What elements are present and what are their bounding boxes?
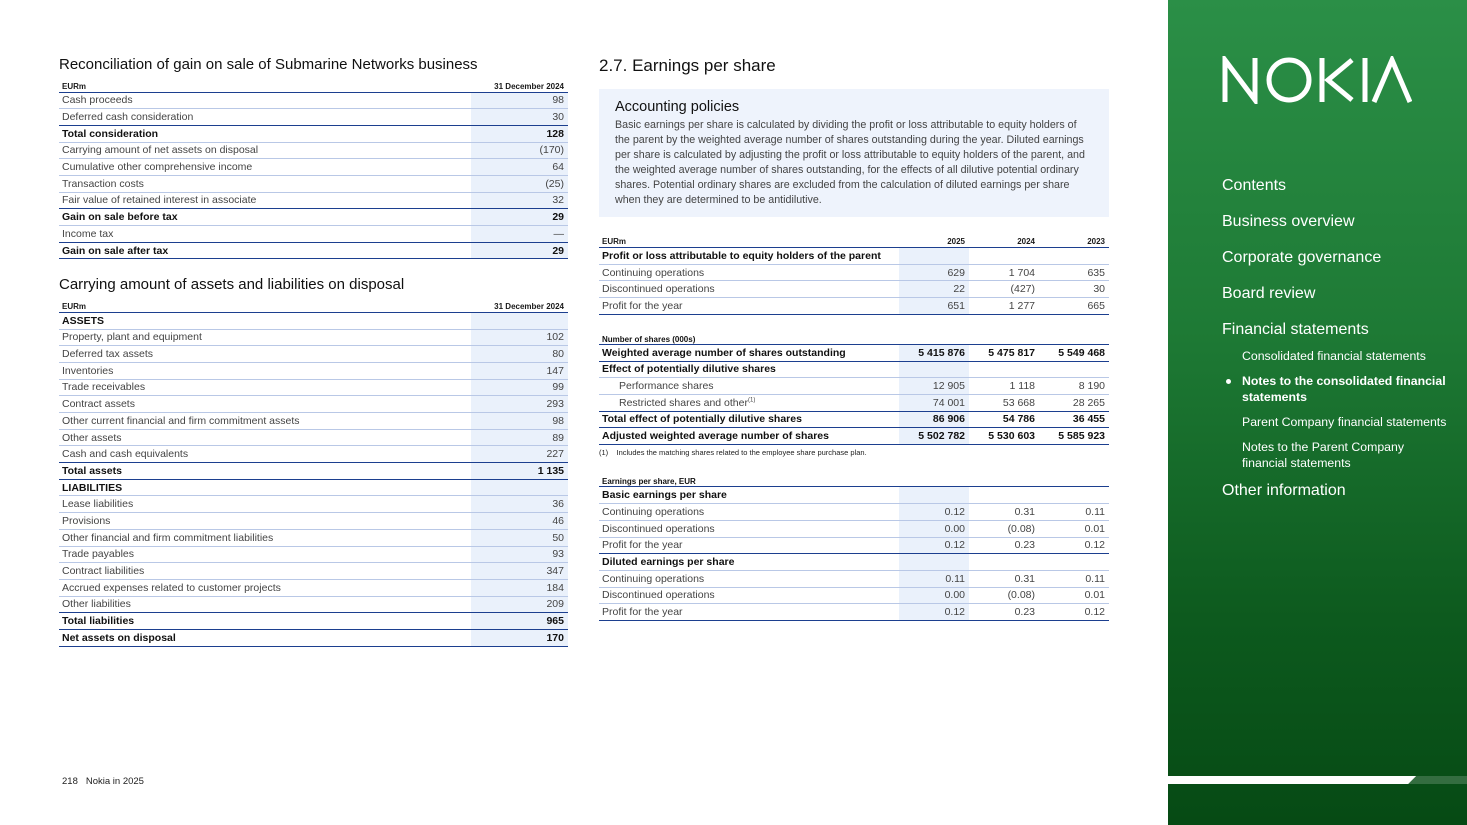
dilutive-header-row: Effect of potentially dilutive shares: [599, 361, 1109, 378]
document-name: Nokia in 2025: [85, 776, 144, 787]
year-2025: 2025: [899, 235, 969, 248]
nav-notes-consolidated[interactable]: Notes to the consolidated financial statements: [1222, 373, 1452, 405]
nav-financial-statements[interactable]: Financial statements: [1222, 321, 1369, 338]
footnote: (1) Includes the matching shares related to the employee share purchase plan.: [599, 447, 867, 457]
table-row: Profit for the year 651 1 277 665: [599, 298, 1109, 315]
basic-header-row: Basic earnings per share: [599, 487, 1109, 504]
year-2024: 2024: [969, 235, 1039, 248]
table-row: Other liabilities 209: [59, 596, 568, 613]
table-row: Carrying amount of net assets on disposal (170): [59, 142, 568, 159]
middle-column: [599, 56, 1109, 621]
table-row: Cumulative other comprehensive income 64: [59, 159, 568, 176]
table-row: Total assets 1 135: [59, 463, 568, 480]
carrying-col-date: 31 December 2024: [471, 299, 568, 312]
eps-table: [599, 235, 1109, 445]
eps-title: 2.7. Earnings per share: [599, 56, 776, 75]
table-row: Total liabilities 965: [59, 613, 568, 630]
sidebar-nav: [1222, 176, 1452, 517]
eps-per-share-table: [599, 471, 1109, 621]
table-row: Inventories 147: [59, 362, 568, 379]
nav-notes-parent-company[interactable]: Notes to the Parent Company financial statements: [1242, 440, 1404, 470]
nav-business-overview[interactable]: Business overview: [1222, 213, 1355, 230]
table-row: Accrued expenses related to customer projects 184: [59, 579, 568, 596]
financial-statements-submenu: [1222, 348, 1452, 471]
recon-col-date: 31 December 2024: [471, 79, 568, 92]
table-row: Total consideration 128: [59, 125, 568, 142]
nokia-logo[interactable]: [1222, 56, 1412, 104]
total-dilutive-row: Total effect of potentially dilutive shares 86 906 54 786 36 455: [599, 411, 1109, 428]
table-row: Other assets 89: [59, 429, 568, 446]
profit-header-row: Profit or loss attributable to equity holders of the parent: [599, 248, 1109, 265]
carrying-table: [59, 299, 568, 646]
table-row: Transaction costs (25): [59, 175, 568, 192]
weighted-row: Weighted average number of shares outstanding 5 415 876 5 475 817 5 549 468: [599, 344, 1109, 361]
table-row: Income tax —: [59, 226, 568, 243]
policy-title: Accounting policies: [615, 99, 740, 115]
document-progress-bar: [1168, 776, 1467, 784]
table-row: Discontinued operations 0.00 (0.08) 0.01: [599, 587, 1109, 604]
policy-text: Basic earnings per share is calculated by dividing the profit or loss attributable to equity holders of the parent by the weighted average number of shares outstanding during the year. Diluted earnings per share is calculated by adjusting the profit or loss attributable to equity holders of the parent, and the weighted average number of shares outstanding, for the effects of all dilutive potential ordinary shares. Potential ordinary shares are excluded from the calculation of diluted earnings per share when they are determined to be antidilutive.: [615, 119, 1085, 207]
table-row: Gain on sale before tax 29: [59, 209, 568, 226]
table-row: Property, plant and equipment 102: [59, 329, 568, 346]
table-row: Continuing operations 629 1 704 635: [599, 264, 1109, 281]
table-row: Cash and cash equivalents 227: [59, 446, 568, 463]
table-row: Provisions 46: [59, 513, 568, 530]
nav-board-review[interactable]: Board review: [1222, 285, 1316, 302]
table-row: Lease liabilities 36: [59, 496, 568, 513]
carrying-title: Carrying amount of assets and liabilities on disposal: [59, 276, 405, 294]
table-row: Trade payables 93: [59, 546, 568, 563]
diluted-header-row: Diluted earnings per share: [599, 554, 1109, 571]
table-row: Deferred cash consideration 30: [59, 109, 568, 126]
sidebar: [1168, 0, 1467, 825]
progress-fill: [1168, 776, 1416, 784]
carrying-col-label: EURm: [59, 299, 471, 312]
table-row: Fair value of retained interest in associate 32: [59, 192, 568, 209]
adjusted-row: Adjusted weighted average number of shares 5 502 782 5 530 603 5 585 923: [599, 428, 1109, 445]
table-row: Performance shares 12 905 1 118 8 190: [599, 378, 1109, 395]
table-row: Restricted shares and other$^{(1)}$ 74 001 53 668 28 265: [599, 394, 1109, 411]
table-row: ASSETS: [59, 312, 568, 329]
table-row: Gain on sale after tax 29: [59, 242, 568, 259]
recon-table: [59, 79, 568, 259]
nav-contents[interactable]: Contents: [1222, 177, 1287, 194]
table-row: Discontinued operations 0.00 (0.08) 0.01: [599, 520, 1109, 537]
eps-col-label: EURm: [599, 235, 899, 248]
accounting-policies-box: [599, 89, 1109, 217]
nav-parent-company-statements[interactable]: Parent Company financial statements: [1242, 415, 1447, 429]
table-row: Other financial and firm commitment liabilities 50: [59, 529, 568, 546]
table-row: Profit for the year 0.12 0.23 0.12: [599, 604, 1109, 621]
left-column: [59, 56, 568, 647]
recon-title: Reconciliation of gain on sale of Submarine Networks business: [59, 56, 478, 73]
table-row: Other current financial and firm commitment assets 98: [59, 413, 568, 430]
table-row: Net assets on disposal 170: [59, 629, 568, 646]
table-row: Continuing operations 0.12 0.31 0.11: [599, 504, 1109, 521]
table-row: Profit for the year 0.12 0.23 0.12: [599, 537, 1109, 554]
eps-label-row: Earnings per share, EUR: [599, 471, 1109, 487]
table-row: Continuing operations 0.11 0.31 0.11: [599, 570, 1109, 587]
table-row: Discontinued operations 22 (427) 30: [599, 281, 1109, 298]
recon-col-label: EURm: [59, 79, 471, 92]
page-footer: [62, 776, 144, 787]
nav-consolidated-financial-statements[interactable]: Consolidated financial statements: [1242, 349, 1426, 363]
year-2023: 2023: [1039, 235, 1109, 248]
table-row: Deferred tax assets 80: [59, 346, 568, 363]
shares-label-row: Number of shares (000s): [599, 328, 1109, 344]
table-row: Trade receivables 99: [59, 379, 568, 396]
nav-other-information[interactable]: Other information: [1222, 482, 1346, 499]
table-row: LIABILITIES: [59, 479, 568, 496]
active-bullet-icon: [1226, 379, 1231, 384]
nav-corporate-governance[interactable]: Corporate governance: [1222, 249, 1382, 266]
table-row: Cash proceeds 98: [59, 92, 568, 109]
table-row: Contract liabilities 347: [59, 563, 568, 580]
page-number: 218: [62, 776, 78, 787]
table-row: Contract assets 293: [59, 396, 568, 413]
